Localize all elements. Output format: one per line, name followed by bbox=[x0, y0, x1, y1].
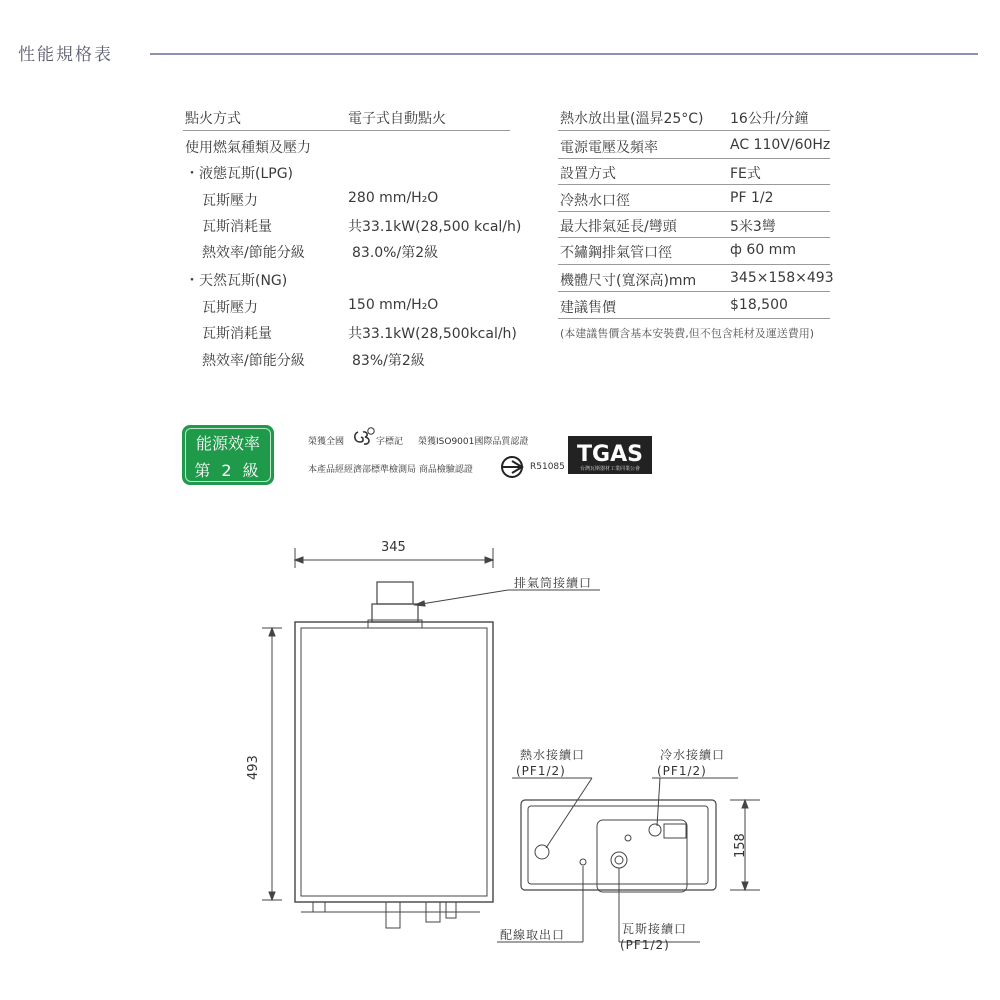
spec-value: 16公升/分鐘 bbox=[730, 111, 809, 127]
cold-water-size: (PF1/2) bbox=[657, 764, 707, 778]
exhaust-label: 排氣筒接續口 bbox=[514, 576, 593, 590]
cert-line1c: 榮獲ISO9001國際品質認證 bbox=[418, 437, 529, 447]
spec-label: 點火方式 bbox=[185, 111, 241, 127]
spec-label: 熱效率/節能分級 bbox=[202, 353, 305, 369]
spec-value: 共33.1kW(28,500kcal/h) bbox=[348, 326, 517, 342]
hot-water-size: (PF1/2) bbox=[516, 764, 566, 778]
spec-label: 冷熱水口徑 bbox=[560, 193, 630, 209]
tgas-subtext: 台灣瓦斯器材工業同業公會 bbox=[579, 466, 640, 472]
hot-water-label: 熱水接續口 bbox=[520, 748, 586, 762]
spec-label: 最大排氣延長/彎頭 bbox=[560, 219, 677, 235]
depth-dimension-label: 158 bbox=[733, 833, 748, 858]
spec-label: 熱效率/節能分級 bbox=[202, 245, 305, 261]
spec-value: FE式 bbox=[730, 166, 761, 182]
tgas-text: TGAS bbox=[577, 442, 643, 467]
spec-label: 機體尺寸(寬深高)mm bbox=[560, 273, 697, 289]
spec-value: ф 60 mm bbox=[730, 242, 796, 258]
cert-line1a: 榮獲全國 bbox=[308, 437, 345, 447]
spec-value: 共33.1kW(28,500 kcal/h) bbox=[348, 219, 522, 235]
height-dimension-label: 493 bbox=[246, 755, 261, 780]
spec-value: 280 mm/H₂O bbox=[348, 190, 439, 206]
spec-value: 345×158×493 bbox=[730, 270, 834, 286]
gas-inlet-size: (PF1/2) bbox=[620, 938, 670, 952]
badge-line1: 能源效率 bbox=[195, 434, 260, 453]
spec-value: 83.0%/第2級 bbox=[352, 245, 439, 261]
cert-line1b: 字標記 bbox=[376, 437, 404, 447]
spec-label: 瓦斯壓力 bbox=[202, 300, 258, 316]
spec-label: ・液態瓦斯(LPG) bbox=[185, 166, 294, 182]
badge-line2: 第 2 級 bbox=[194, 461, 262, 480]
price-note: (本建議售價含基本安裝費,但不包含耗材及運送費用) bbox=[560, 327, 815, 340]
spec-label: ・天然瓦斯(NG) bbox=[185, 273, 288, 289]
spec-label: 瓦斯消耗量 bbox=[202, 326, 272, 342]
cert-code: R51085 bbox=[530, 462, 565, 472]
spec-value: 5米3彎 bbox=[730, 219, 776, 235]
spec-label: 建議售價 bbox=[560, 300, 616, 316]
spec-value: 150 mm/H₂O bbox=[348, 297, 439, 313]
wiring-outlet-label: 配線取出口 bbox=[500, 928, 566, 942]
spec-value: $18,500 bbox=[730, 297, 788, 313]
spec-value: PF 1/2 bbox=[730, 190, 774, 206]
spec-label: 不鏽鋼排氣管口徑 bbox=[560, 245, 672, 261]
spec-value: 電子式自動點火 bbox=[348, 111, 446, 127]
cold-water-label: 冷水接續口 bbox=[660, 748, 726, 762]
page-title: 性能規格表 bbox=[18, 45, 113, 65]
spec-label: 電源電壓及頻率 bbox=[560, 140, 658, 156]
cert-line2: 本產品經經濟部標準檢測局 商品檢驗認證 bbox=[308, 465, 473, 475]
spec-value: 83%/第2級 bbox=[352, 353, 425, 369]
spec-label: 瓦斯壓力 bbox=[202, 193, 258, 209]
spec-label: 熱水放出量(溫昇25°C) bbox=[560, 111, 704, 127]
spec-label: 設置方式 bbox=[560, 166, 616, 182]
width-dimension-label: 345 bbox=[381, 540, 406, 555]
spec-label: 使用燃氣種類及壓力 bbox=[185, 140, 311, 156]
gas-inlet-label: 瓦斯接續口 bbox=[622, 922, 688, 936]
spec-label: 瓦斯消耗量 bbox=[202, 219, 272, 235]
spec-value: AC 110V/60Hz bbox=[730, 137, 831, 153]
